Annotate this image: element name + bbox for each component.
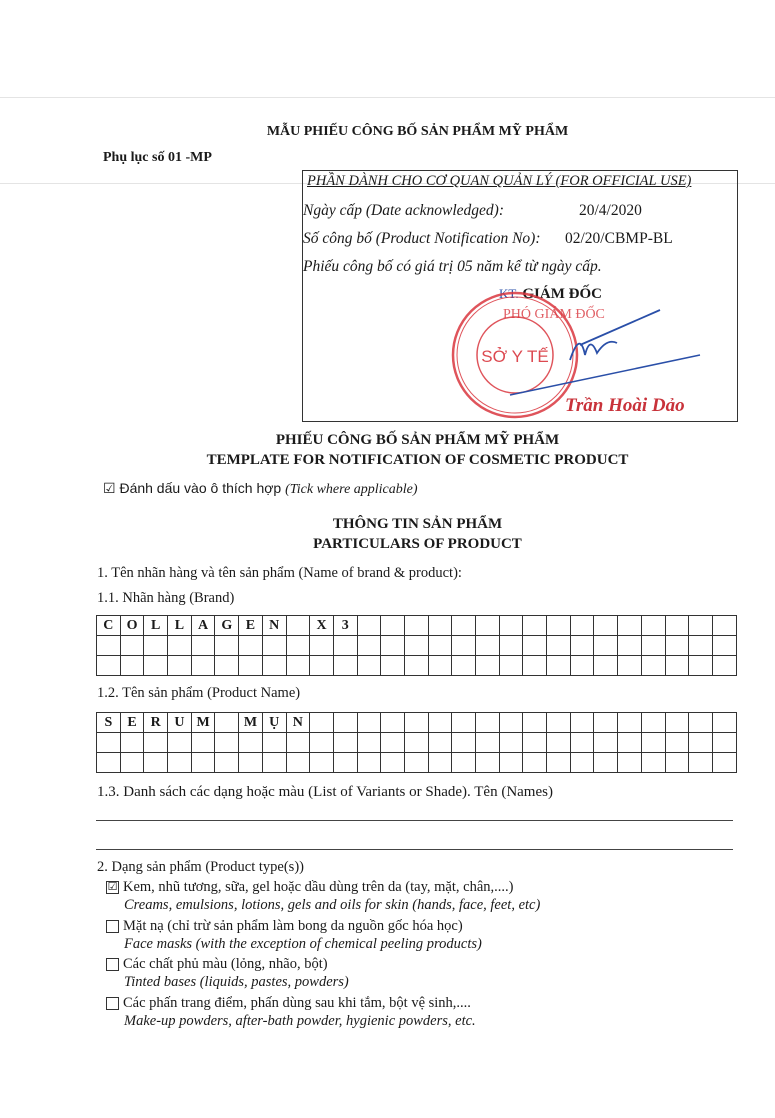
grid-cell <box>689 636 713 656</box>
product-name-char-grid <box>96 712 737 773</box>
grid-cell <box>618 636 642 656</box>
form-title-vi: PHIẾU CÔNG BỐ SẢN PHẨM MỸ PHẨM <box>275 432 560 448</box>
grid-cell <box>499 713 523 733</box>
grid-cell <box>215 733 239 753</box>
grid-cell <box>570 616 594 636</box>
product-type-en: Make-up powders, after-bath powder, hygienic powders, etc. <box>124 1012 476 1029</box>
grid-cell <box>452 713 476 733</box>
grid-cell <box>310 733 334 753</box>
brand-label: 1.1. Nhãn hàng (Brand) <box>97 590 235 606</box>
grid-cell <box>665 753 689 773</box>
grid-cell <box>594 636 618 656</box>
grid-cell <box>97 733 121 753</box>
scan-artifact-line <box>0 97 775 98</box>
grid-cell <box>381 753 405 773</box>
signer-name: Trần Hoài Dảo <box>565 395 685 416</box>
grid-cell <box>499 656 523 676</box>
grid-cell: 3 <box>333 616 357 636</box>
grid-cell: S <box>97 713 121 733</box>
grid-cell <box>689 753 713 773</box>
grid-cell <box>168 753 192 773</box>
grid-cell <box>404 656 428 676</box>
grid-cell <box>712 616 736 636</box>
grid-cell <box>618 656 642 676</box>
grid-cell <box>547 733 571 753</box>
grid-cell <box>594 753 618 773</box>
product-type-option <box>106 918 463 935</box>
product-type-vi: Mặt nạ (chỉ trừ sản phẩm làm bong da nguồn gốc hóa học) <box>123 917 463 934</box>
grid-cell <box>689 713 713 733</box>
grid-cell <box>523 733 547 753</box>
form-title: MẪU PHIẾU CÔNG BỐ SẢN PHẨM MỸ PHẨM <box>266 124 569 139</box>
grid-cell <box>333 733 357 753</box>
product-type-vi: Các chất phủ màu (lỏng, nhão, bột) <box>123 956 328 972</box>
grid-cell: L <box>168 616 192 636</box>
grid-cell <box>333 753 357 773</box>
grid-cell <box>712 713 736 733</box>
grid-cell <box>689 733 713 753</box>
grid-cell <box>428 656 452 676</box>
grid-cell <box>239 636 263 656</box>
grid-cell <box>570 713 594 733</box>
grid-cell <box>641 753 665 773</box>
grid-cell <box>333 713 357 733</box>
grid-cell <box>570 753 594 773</box>
grid-cell <box>594 713 618 733</box>
grid-cell: N <box>262 616 286 636</box>
grid-row <box>97 733 737 753</box>
grid-cell <box>523 636 547 656</box>
grid-cell <box>191 753 215 773</box>
grid-cell <box>523 656 547 676</box>
grid-cell <box>381 656 405 676</box>
grid-cell <box>333 636 357 656</box>
grid-cell <box>570 733 594 753</box>
grid-cell <box>476 713 500 733</box>
grid-cell <box>97 656 121 676</box>
variants-line <box>96 820 733 821</box>
grid-cell <box>404 713 428 733</box>
grid-cell <box>357 733 381 753</box>
grid-cell <box>286 656 310 676</box>
grid-cell <box>641 616 665 636</box>
grid-cell <box>428 753 452 773</box>
grid-cell <box>286 733 310 753</box>
stamp-center-text: SỞ Y TẾ <box>481 347 549 366</box>
grid-row <box>97 656 737 676</box>
grid-cell <box>641 636 665 656</box>
grid-cell <box>618 753 642 773</box>
grid-cell <box>239 753 263 773</box>
product-name-label: 1.2. Tên sản phẩm (Product Name) <box>97 685 301 701</box>
grid-cell <box>641 713 665 733</box>
grid-row <box>97 713 737 733</box>
grid-cell <box>665 713 689 733</box>
grid-cell <box>310 656 334 676</box>
variants-label: 1.3. Danh sách các dạng hoặc màu (List of Variants or Shade). Tên (Names) <box>97 784 553 800</box>
grid-cell <box>310 713 334 733</box>
grid-cell <box>476 656 500 676</box>
grid-cell <box>570 636 594 656</box>
grid-cell: A <box>191 616 215 636</box>
signer-prefix: KT. <box>499 286 519 301</box>
grid-cell <box>191 733 215 753</box>
product-type-vi: Các phấn trang điểm, phấn dùng sau khi tắm, bột vệ sinh,.... <box>123 994 471 1011</box>
grid-cell <box>404 733 428 753</box>
grid-cell <box>428 733 452 753</box>
grid-cell <box>144 656 168 676</box>
grid-cell <box>215 753 239 773</box>
section-title-en: PARTICULARS OF PRODUCT <box>313 536 522 552</box>
grid-cell: O <box>120 616 144 636</box>
grid-cell <box>618 616 642 636</box>
grid-cell <box>168 636 192 656</box>
grid-cell <box>191 656 215 676</box>
grid-cell <box>357 753 381 773</box>
grid-cell <box>476 616 500 636</box>
grid-cell <box>689 656 713 676</box>
validity-note: Phiếu công bố có giá trị 05 năm kể từ ngày cấp. <box>303 258 602 275</box>
appendix-label: Phụ lục số 01 -MP <box>103 150 212 165</box>
grid-cell <box>120 733 144 753</box>
grid-cell <box>404 753 428 773</box>
checked-box-icon: ☑ <box>103 480 116 496</box>
grid-cell <box>547 713 571 733</box>
grid-cell: X <box>310 616 334 636</box>
grid-cell <box>547 616 571 636</box>
grid-cell <box>168 656 192 676</box>
grid-cell <box>594 616 618 636</box>
grid-cell: M <box>191 713 215 733</box>
brand-char-grid <box>96 615 737 676</box>
signer-subtitle: PHÓ GIÁM ĐỐC <box>503 307 605 322</box>
product-type-en: Face masks (with the exception of chemical peeling products) <box>124 935 482 952</box>
grid-cell <box>357 616 381 636</box>
grid-cell <box>499 636 523 656</box>
grid-cell <box>452 753 476 773</box>
product-type-en: Tinted bases (liquids, pastes, powders) <box>124 974 349 990</box>
grid-cell <box>618 733 642 753</box>
question-1-label: 1. Tên nhãn hàng và tên sản phẩm (Name of brand & product): <box>97 565 462 581</box>
grid-cell <box>120 656 144 676</box>
grid-cell <box>310 636 334 656</box>
grid-cell <box>168 733 192 753</box>
product-type-option <box>106 956 328 973</box>
checked-box-icon: ☑ <box>107 881 118 894</box>
grid-cell: U <box>168 713 192 733</box>
tick-note <box>103 480 418 498</box>
grid-cell <box>333 656 357 676</box>
grid-cell <box>476 636 500 656</box>
product-type-option <box>106 995 471 1012</box>
grid-cell <box>689 616 713 636</box>
grid-cell <box>452 656 476 676</box>
grid-cell <box>499 753 523 773</box>
grid-cell <box>547 656 571 676</box>
grid-cell <box>97 753 121 773</box>
grid-cell <box>191 636 215 656</box>
product-type-label: 2. Dạng sản phẩm (Product type(s)) <box>97 859 304 875</box>
grid-cell <box>144 733 168 753</box>
grid-cell <box>547 753 571 773</box>
form-title-en: TEMPLATE FOR NOTIFICATION OF COSMETIC PRODUCT <box>206 452 629 468</box>
notification-number-value: 02/20/CBMP-BL <box>565 230 673 247</box>
grid-cell <box>381 713 405 733</box>
notification-number-label: Số công bố (Product Notification No): <box>303 230 541 247</box>
grid-cell: Ụ <box>262 713 286 733</box>
grid-cell: G <box>215 616 239 636</box>
grid-cell <box>452 733 476 753</box>
product-type-vi: Kem, nhũ tương, sữa, gel hoặc dầu dùng trên da (tay, mặt, chân,....) <box>123 879 514 895</box>
grid-cell <box>712 656 736 676</box>
checkbox-icon <box>106 920 119 933</box>
grid-cell: M <box>239 713 263 733</box>
grid-cell <box>476 753 500 773</box>
grid-cell <box>381 636 405 656</box>
grid-cell <box>594 656 618 676</box>
date-acknowledged-label: Ngày cấp (Date acknowledged): <box>303 202 505 219</box>
grid-cell <box>262 753 286 773</box>
grid-cell <box>665 656 689 676</box>
signature-icon <box>500 300 720 410</box>
grid-cell <box>712 753 736 773</box>
grid-cell <box>97 636 121 656</box>
grid-cell <box>452 636 476 656</box>
grid-cell <box>286 636 310 656</box>
grid-row <box>97 753 737 773</box>
grid-cell <box>404 616 428 636</box>
grid-cell <box>262 636 286 656</box>
tick-note-vi: Đánh dấu vào ô thích hợp <box>119 480 282 496</box>
official-use-heading: PHẦN DÀNH CHO CƠ QUAN QUẢN LÝ (FOR OFFICIAL USE) <box>307 173 692 189</box>
grid-cell <box>570 656 594 676</box>
grid-cell <box>286 753 310 773</box>
grid-cell <box>381 733 405 753</box>
grid-cell <box>618 713 642 733</box>
grid-cell <box>262 656 286 676</box>
grid-cell: E <box>120 713 144 733</box>
grid-cell <box>665 733 689 753</box>
grid-cell <box>476 733 500 753</box>
grid-cell: C <box>97 616 121 636</box>
grid-cell <box>428 636 452 656</box>
grid-cell <box>641 656 665 676</box>
date-acknowledged-value: 20/4/2020 <box>579 202 642 219</box>
grid-cell: R <box>144 713 168 733</box>
grid-cell <box>120 636 144 656</box>
grid-cell <box>665 636 689 656</box>
grid-cell <box>499 616 523 636</box>
grid-cell <box>286 616 310 636</box>
tick-note-en: (Tick where applicable) <box>285 482 418 497</box>
grid-cell: E <box>239 616 263 636</box>
grid-cell <box>239 733 263 753</box>
product-type-option <box>106 879 513 896</box>
grid-cell <box>144 636 168 656</box>
product-type-en: Creams, emulsions, lotions, gels and oils for skin (hands, face, feet, etc) <box>124 897 541 913</box>
grid-cell <box>357 656 381 676</box>
grid-cell <box>381 616 405 636</box>
grid-cell <box>239 656 263 676</box>
signer-title: GIÁM ĐỐC <box>522 286 602 302</box>
grid-cell <box>144 753 168 773</box>
grid-row <box>97 616 737 636</box>
grid-cell <box>712 733 736 753</box>
grid-cell <box>215 656 239 676</box>
checkbox-icon <box>106 958 119 971</box>
grid-cell <box>523 713 547 733</box>
grid-cell <box>215 713 239 733</box>
grid-cell <box>357 636 381 656</box>
grid-cell <box>547 636 571 656</box>
grid-cell <box>310 753 334 773</box>
grid-cell <box>428 713 452 733</box>
grid-cell <box>523 753 547 773</box>
grid-cell <box>357 713 381 733</box>
grid-cell <box>594 733 618 753</box>
grid-cell <box>428 616 452 636</box>
checkbox-icon <box>106 997 119 1010</box>
section-title-vi: THÔNG TIN SẢN PHẨM <box>332 516 503 532</box>
grid-cell <box>523 616 547 636</box>
grid-cell <box>452 616 476 636</box>
grid-cell <box>120 753 144 773</box>
grid-cell <box>499 733 523 753</box>
grid-cell <box>262 733 286 753</box>
grid-cell: N <box>286 713 310 733</box>
grid-cell <box>641 733 665 753</box>
grid-cell: L <box>144 616 168 636</box>
grid-cell <box>404 636 428 656</box>
grid-row <box>97 636 737 656</box>
grid-cell <box>665 616 689 636</box>
variants-line <box>96 849 733 850</box>
grid-cell <box>712 636 736 656</box>
grid-cell <box>215 636 239 656</box>
